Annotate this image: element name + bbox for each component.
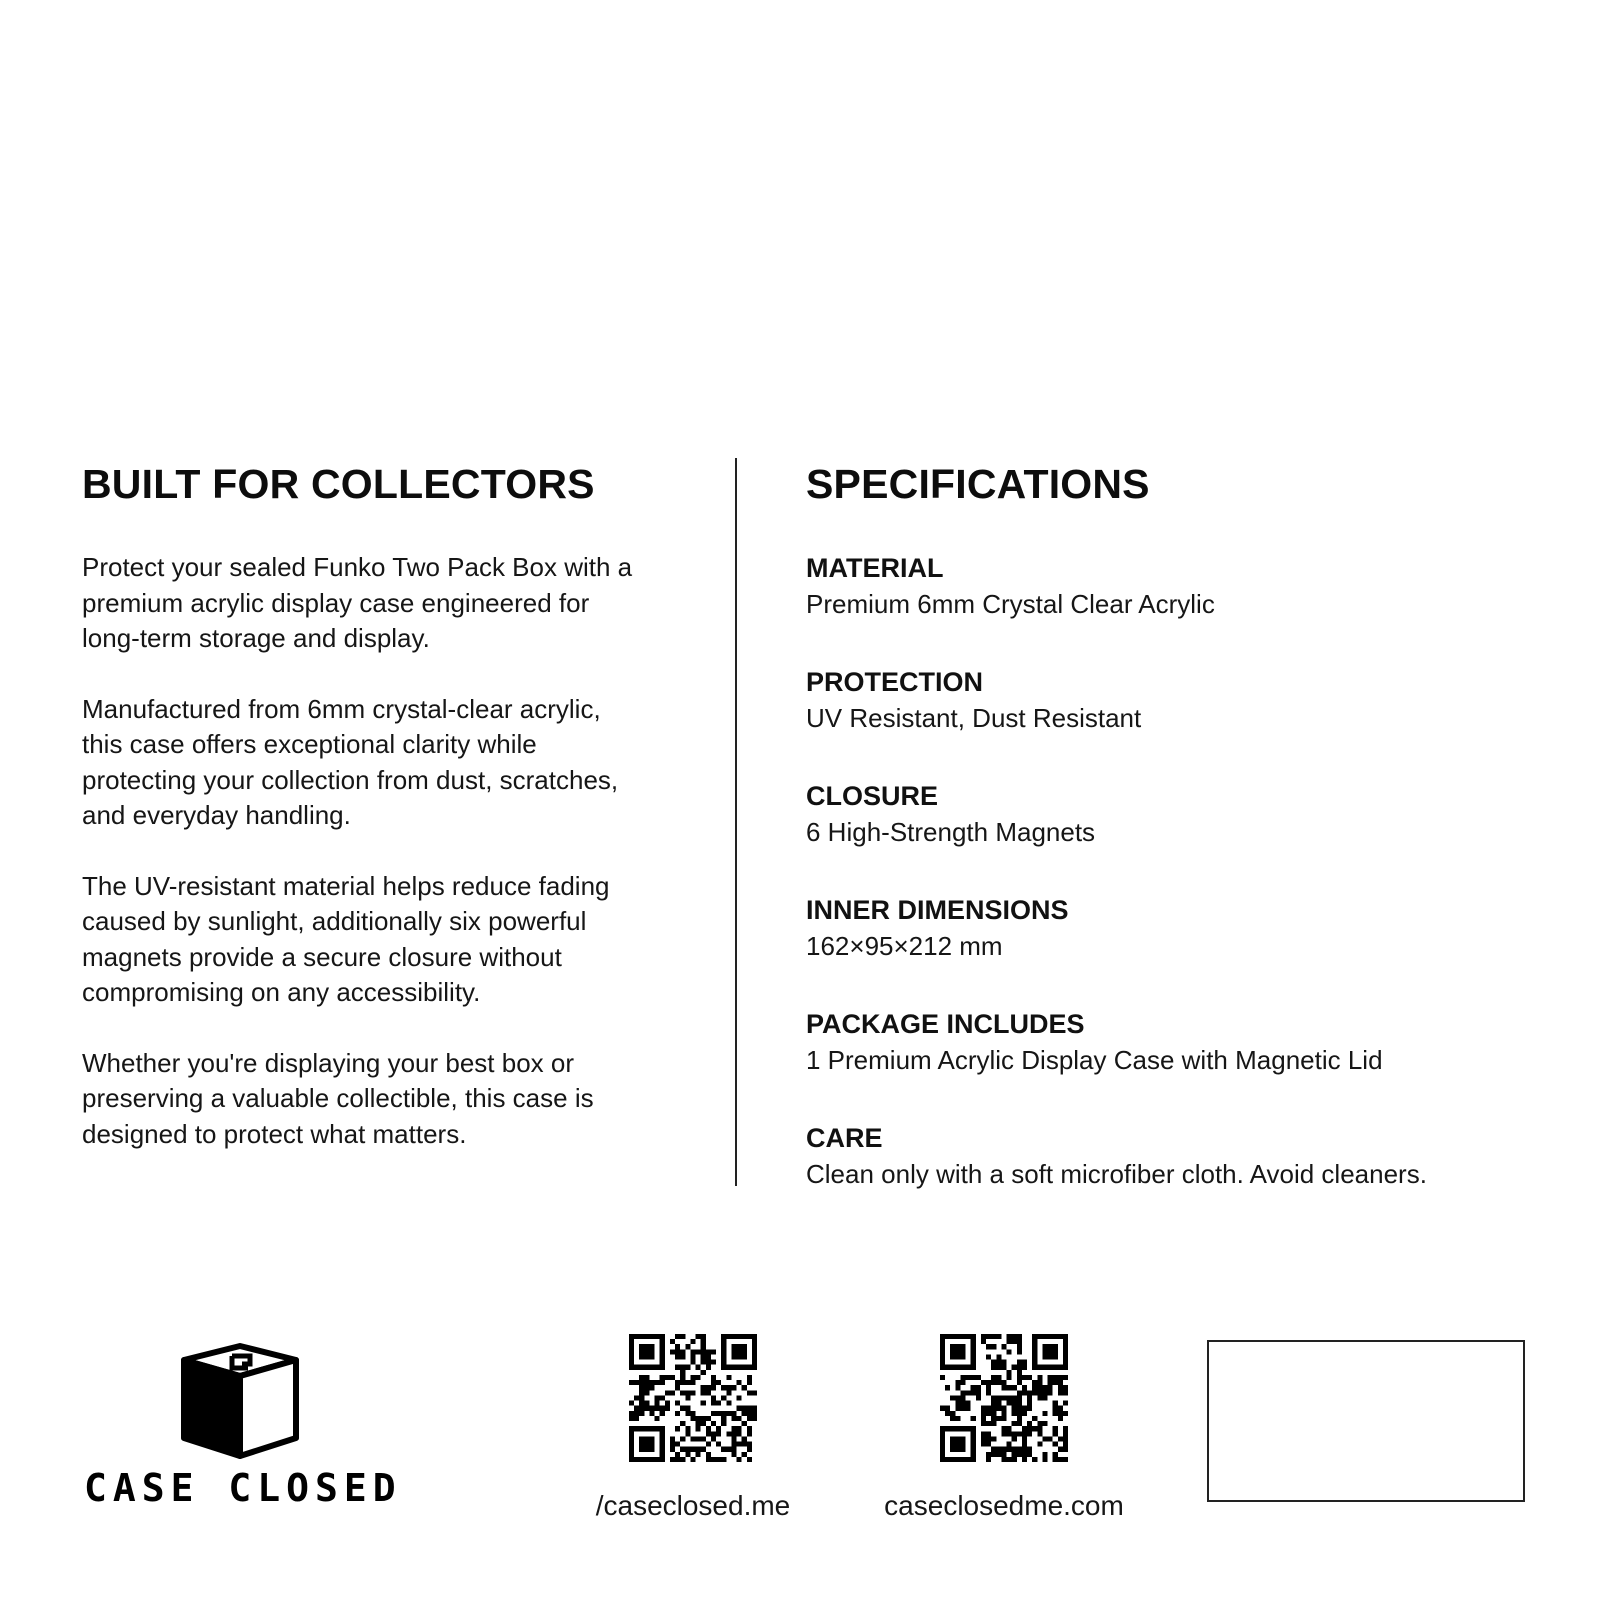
- spec-label: INNER DIMENSIONS: [806, 895, 1069, 925]
- spec-item-inner-dimensions: [806, 892, 1526, 1006]
- spec-label: PROTECTION: [806, 667, 984, 697]
- cube-logo-icon: [180, 1340, 300, 1462]
- description-paragraph: The UV-resistant material helps reduce fading caused by sunlight, additionally six powerful magnets provide a secure closure without compromising on any accessibility.: [82, 870, 610, 1007]
- description-paragraph: Whether you're displaying your best box or preserving a valuable collectible, this case is designed to protect what matters.: [82, 1047, 594, 1149]
- blank-label-box: [1207, 1340, 1525, 1502]
- spec-value: 6 High-Strength Magnets: [806, 817, 1096, 847]
- spec-item-closure: [806, 778, 1526, 892]
- spec-label: CLOSURE: [806, 781, 939, 811]
- qr-code-website[interactable]: [874, 1334, 1134, 1524]
- specifications-section: [806, 456, 1526, 1234]
- spec-item-care: [806, 1120, 1526, 1234]
- spec-label: MATERIAL: [806, 553, 944, 583]
- spec-value: UV Resistant, Dust Resistant: [806, 703, 1142, 733]
- collectors-title: BUILT FOR COLLECTORS: [82, 461, 595, 507]
- collectors-description: [82, 550, 642, 1152]
- qr-code-icon: [940, 1334, 1068, 1462]
- qr-caption: /caseclosed.me: [595, 1490, 791, 1521]
- spec-label: CARE: [806, 1123, 883, 1153]
- spec-value: 162×95×212 mm: [806, 931, 1003, 961]
- qr-code-social[interactable]: [563, 1334, 823, 1524]
- spec-label: PACKAGE INCLUDES: [806, 1009, 1085, 1039]
- spec-item-material: [806, 550, 1526, 664]
- spec-value: Clean only with a soft microfiber cloth. Avoid cleaners.: [806, 1159, 1427, 1189]
- qr-code-icon: [629, 1334, 757, 1462]
- brand-name: CASE CLOSED: [84, 1466, 402, 1510]
- description-paragraph: Protect your sealed Funko Two Pack Box with a premium acrylic display case engineered for long-term storage and display.: [82, 552, 633, 653]
- spec-item-protection: [806, 664, 1526, 778]
- spec-value: Premium 6mm Crystal Clear Acrylic: [806, 589, 1215, 619]
- spec-list: [806, 550, 1526, 1234]
- qr-caption: caseclosedme.com: [884, 1490, 1124, 1521]
- specifications-title: SPECIFICATIONS: [806, 461, 1150, 507]
- column-divider: [735, 458, 737, 1186]
- spec-value: 1 Premium Acrylic Display Case with Magnetic Lid: [806, 1045, 1383, 1075]
- brand-logo: [84, 1330, 404, 1520]
- collectors-section: [82, 456, 642, 1187]
- spec-item-package-includes: [806, 1006, 1526, 1120]
- description-paragraph: Manufactured from 6mm crystal-clear acrylic, this case offers exceptional clarity while protecting your collection from dust, scratches, and everyday handling.: [82, 693, 619, 830]
